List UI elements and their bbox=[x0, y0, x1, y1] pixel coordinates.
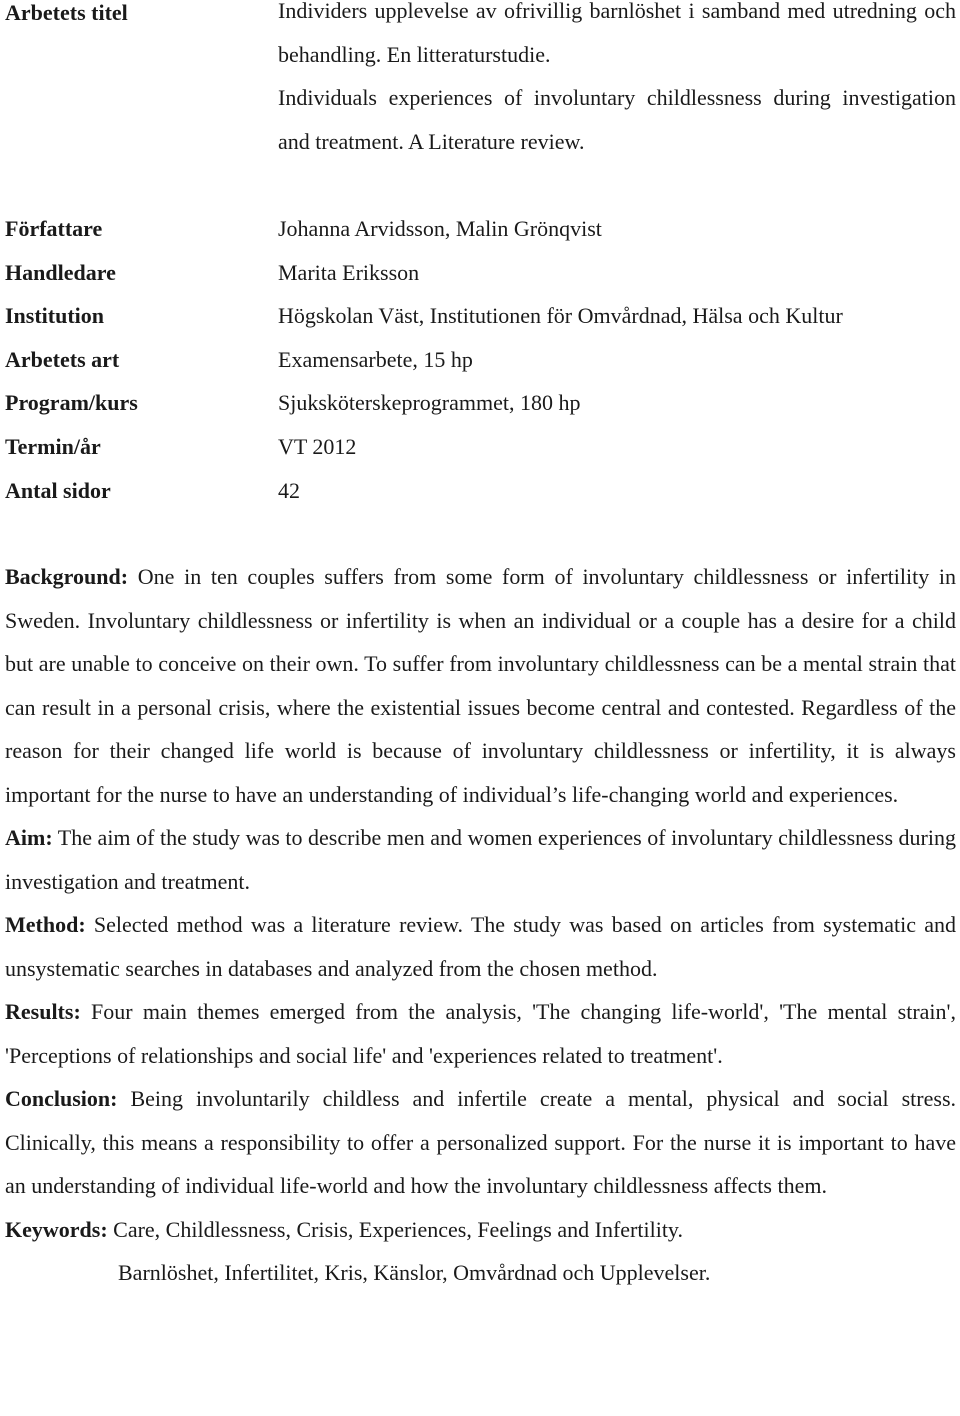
supervisor-value: Marita Eriksson bbox=[278, 260, 420, 285]
background-text: One in ten couples suffers from some form of involuntary childlessness or infertility in Sweden. Involuntary childlessness or infertility is when an individual or a couple has a desire for a child but are unable to conceive on their own. To suffer from involuntary childlessness can be a mental strain that can result in a personal crisis, where the existential issues become central and contested. Regardless of the reason for their changed life world is because of involuntary childlessness or infertility, it is always important for the nurse to have an understanding of individual’s life-changing world and experiences. bbox=[5, 564, 956, 807]
conclusion-paragraph bbox=[5, 1077, 956, 1208]
aim-text: The aim of the study was to describe men and women experiences of involuntary childlessness during investigation and treatment. bbox=[5, 825, 956, 894]
background-label: Background: bbox=[5, 564, 129, 589]
conclusion-text: Being involuntarily childless and infertile create a mental, physical and social stress. Clinically, this means a responsibility to offer a personalized support. For the nurse it is important to have an understanding of individual life-world and how the involuntary childlessness affects them. bbox=[5, 1086, 956, 1198]
work-type-value: Examensarbete, 15 hp bbox=[278, 347, 473, 372]
background-paragraph bbox=[5, 555, 956, 816]
title-english: Individuals experiences of involuntary childlessness during investigation and treatment. A Literature review. bbox=[278, 85, 956, 154]
aim-paragraph bbox=[5, 816, 956, 903]
keywords-swedish: Barnlöshet, Infertilitet, Kris, Känslor, Omvårdnad och Upplevelser. bbox=[118, 1260, 711, 1285]
title-value bbox=[278, 0, 956, 163]
term-value: VT 2012 bbox=[278, 434, 357, 459]
author-value: Johanna Arvidsson, Malin Grönqvist bbox=[278, 216, 602, 241]
work-type-label: Arbetets art bbox=[5, 347, 120, 372]
title-label: Arbetets titel bbox=[5, 0, 128, 25]
results-text: Four main themes emerged from the analysis, 'The changing life-world', 'The mental strain', 'Perceptions of relationships and social life' and 'experiences related to treatment'. bbox=[5, 999, 956, 1068]
institution-label: Institution bbox=[5, 303, 105, 328]
keywords-paragraph bbox=[5, 1208, 956, 1252]
results-label: Results: bbox=[5, 999, 81, 1024]
author-label: Författare bbox=[5, 216, 103, 241]
page-count-value: 42 bbox=[278, 478, 300, 503]
term-label: Termin/år bbox=[5, 434, 101, 459]
method-paragraph bbox=[5, 903, 956, 990]
method-label: Method: bbox=[5, 912, 86, 937]
aim-label: Aim: bbox=[5, 825, 53, 850]
keywords-english: Care, Childlessness, Crisis, Experiences, Feelings and Infertility. bbox=[107, 1216, 684, 1242]
abstract bbox=[5, 555, 956, 1295]
program-label: Program/kurs bbox=[5, 390, 138, 415]
results-paragraph bbox=[5, 990, 956, 1077]
keywords-label: Keywords: bbox=[5, 1216, 108, 1242]
institution-value: Högskolan Väst, Institutionen för Omvårdnad, Hälsa och Kultur bbox=[278, 303, 843, 328]
method-text: Selected method was a literature review. The study was based on articles from systematic and unsystematic searches in databases and analyzed from the chosen method. bbox=[5, 912, 956, 981]
title-swedish: Individers upplevelse av ofrivillig barnlöshet i samband med utredning och behandling. En litteraturstudie. bbox=[278, 0, 956, 67]
supervisor-label: Handledare bbox=[5, 260, 116, 285]
page-count-label: Antal sidor bbox=[5, 478, 111, 503]
conclusion-label: Conclusion: bbox=[5, 1086, 118, 1111]
program-value: Sjuksköterskeprogrammet, 180 hp bbox=[278, 390, 581, 415]
